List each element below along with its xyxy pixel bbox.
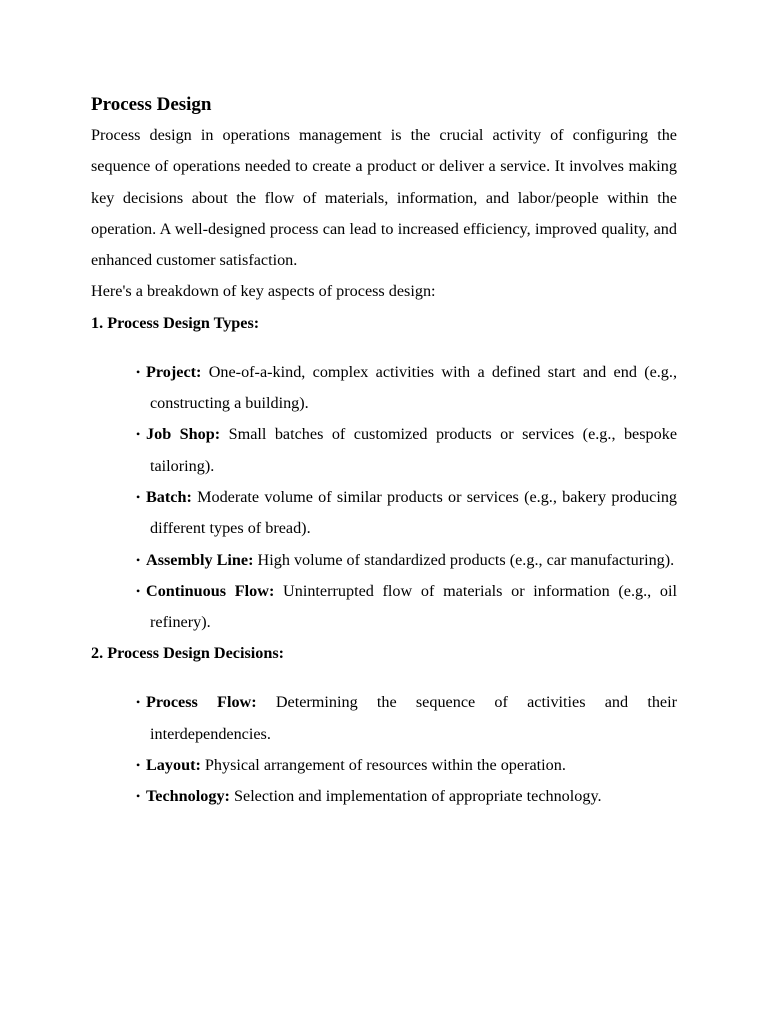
bullet-icon: • (136, 758, 141, 773)
list-item-text: Uninterrupted flow of materials or information (e.g., oil refinery). (150, 581, 678, 632)
section-heading-types: 1. Process Design Types: (91, 313, 260, 332)
bullet-icon: • (136, 789, 141, 804)
bullet-icon: • (136, 583, 141, 598)
list-item-term: Job Shop: (146, 425, 221, 444)
list-item-term: Batch: (146, 487, 192, 506)
bullet-icon: • (136, 364, 141, 379)
list-item (126, 545, 677, 576)
list-item (126, 482, 677, 545)
list-item (126, 781, 677, 812)
bullet-icon: • (136, 489, 141, 504)
list-item-term: Project: (146, 362, 202, 381)
decisions-list (91, 687, 677, 812)
list-item-text: Determining the sequence of activities and their interdependencies. (150, 693, 677, 743)
list-item-text: Small batches of customized products or services (e.g., bespoke tailoring). (150, 425, 677, 475)
bullet-icon: • (136, 427, 141, 442)
list-item-term: Technology: (146, 787, 230, 806)
list-item (126, 687, 677, 750)
bullet-icon: • (136, 552, 141, 567)
intro-paragraph: Process design in operations management is the crucial activity of configuring the sequence of operations needed to create a product or deliver a service. It involves making key decisions about the flow of materials, information, and labor/people within the operation. A well-designed process can lead to increased efficiency, improved quality, and enhanced customer satisfaction. (91, 126, 677, 270)
list-item-term: Continuous Flow: (146, 581, 275, 600)
list-item-text: High volume of standardized products (e.g., car manufacturing). (257, 550, 675, 569)
list-item-term: Assembly Line: (146, 550, 254, 569)
section-heading-decisions: 2. Process Design Decisions: (91, 644, 285, 663)
document-body (91, 90, 677, 813)
list-item (126, 357, 677, 420)
list-item-text: One-of-a-kind, complex activities with a defined start and end (e.g., constructing a building). (150, 362, 677, 413)
list-item-text: Selection and implementation of appropriate technology. (234, 787, 602, 806)
page-title: Process Design (91, 94, 212, 115)
bullet-icon: • (136, 695, 141, 710)
list-item-text: Moderate volume of similar products or services (e.g., bakery producing different types of bread). (150, 487, 678, 538)
list-item (126, 750, 677, 781)
list-item-text: Physical arrangement of resources within the operation. (204, 756, 566, 775)
types-list (91, 357, 677, 639)
list-item (126, 576, 677, 639)
list-item (126, 419, 677, 482)
list-item-term: Layout: (146, 756, 201, 775)
list-item-term: Process Flow: (146, 693, 257, 712)
breakdown-intro: Here's a breakdown of key aspects of process design: (91, 282, 436, 301)
